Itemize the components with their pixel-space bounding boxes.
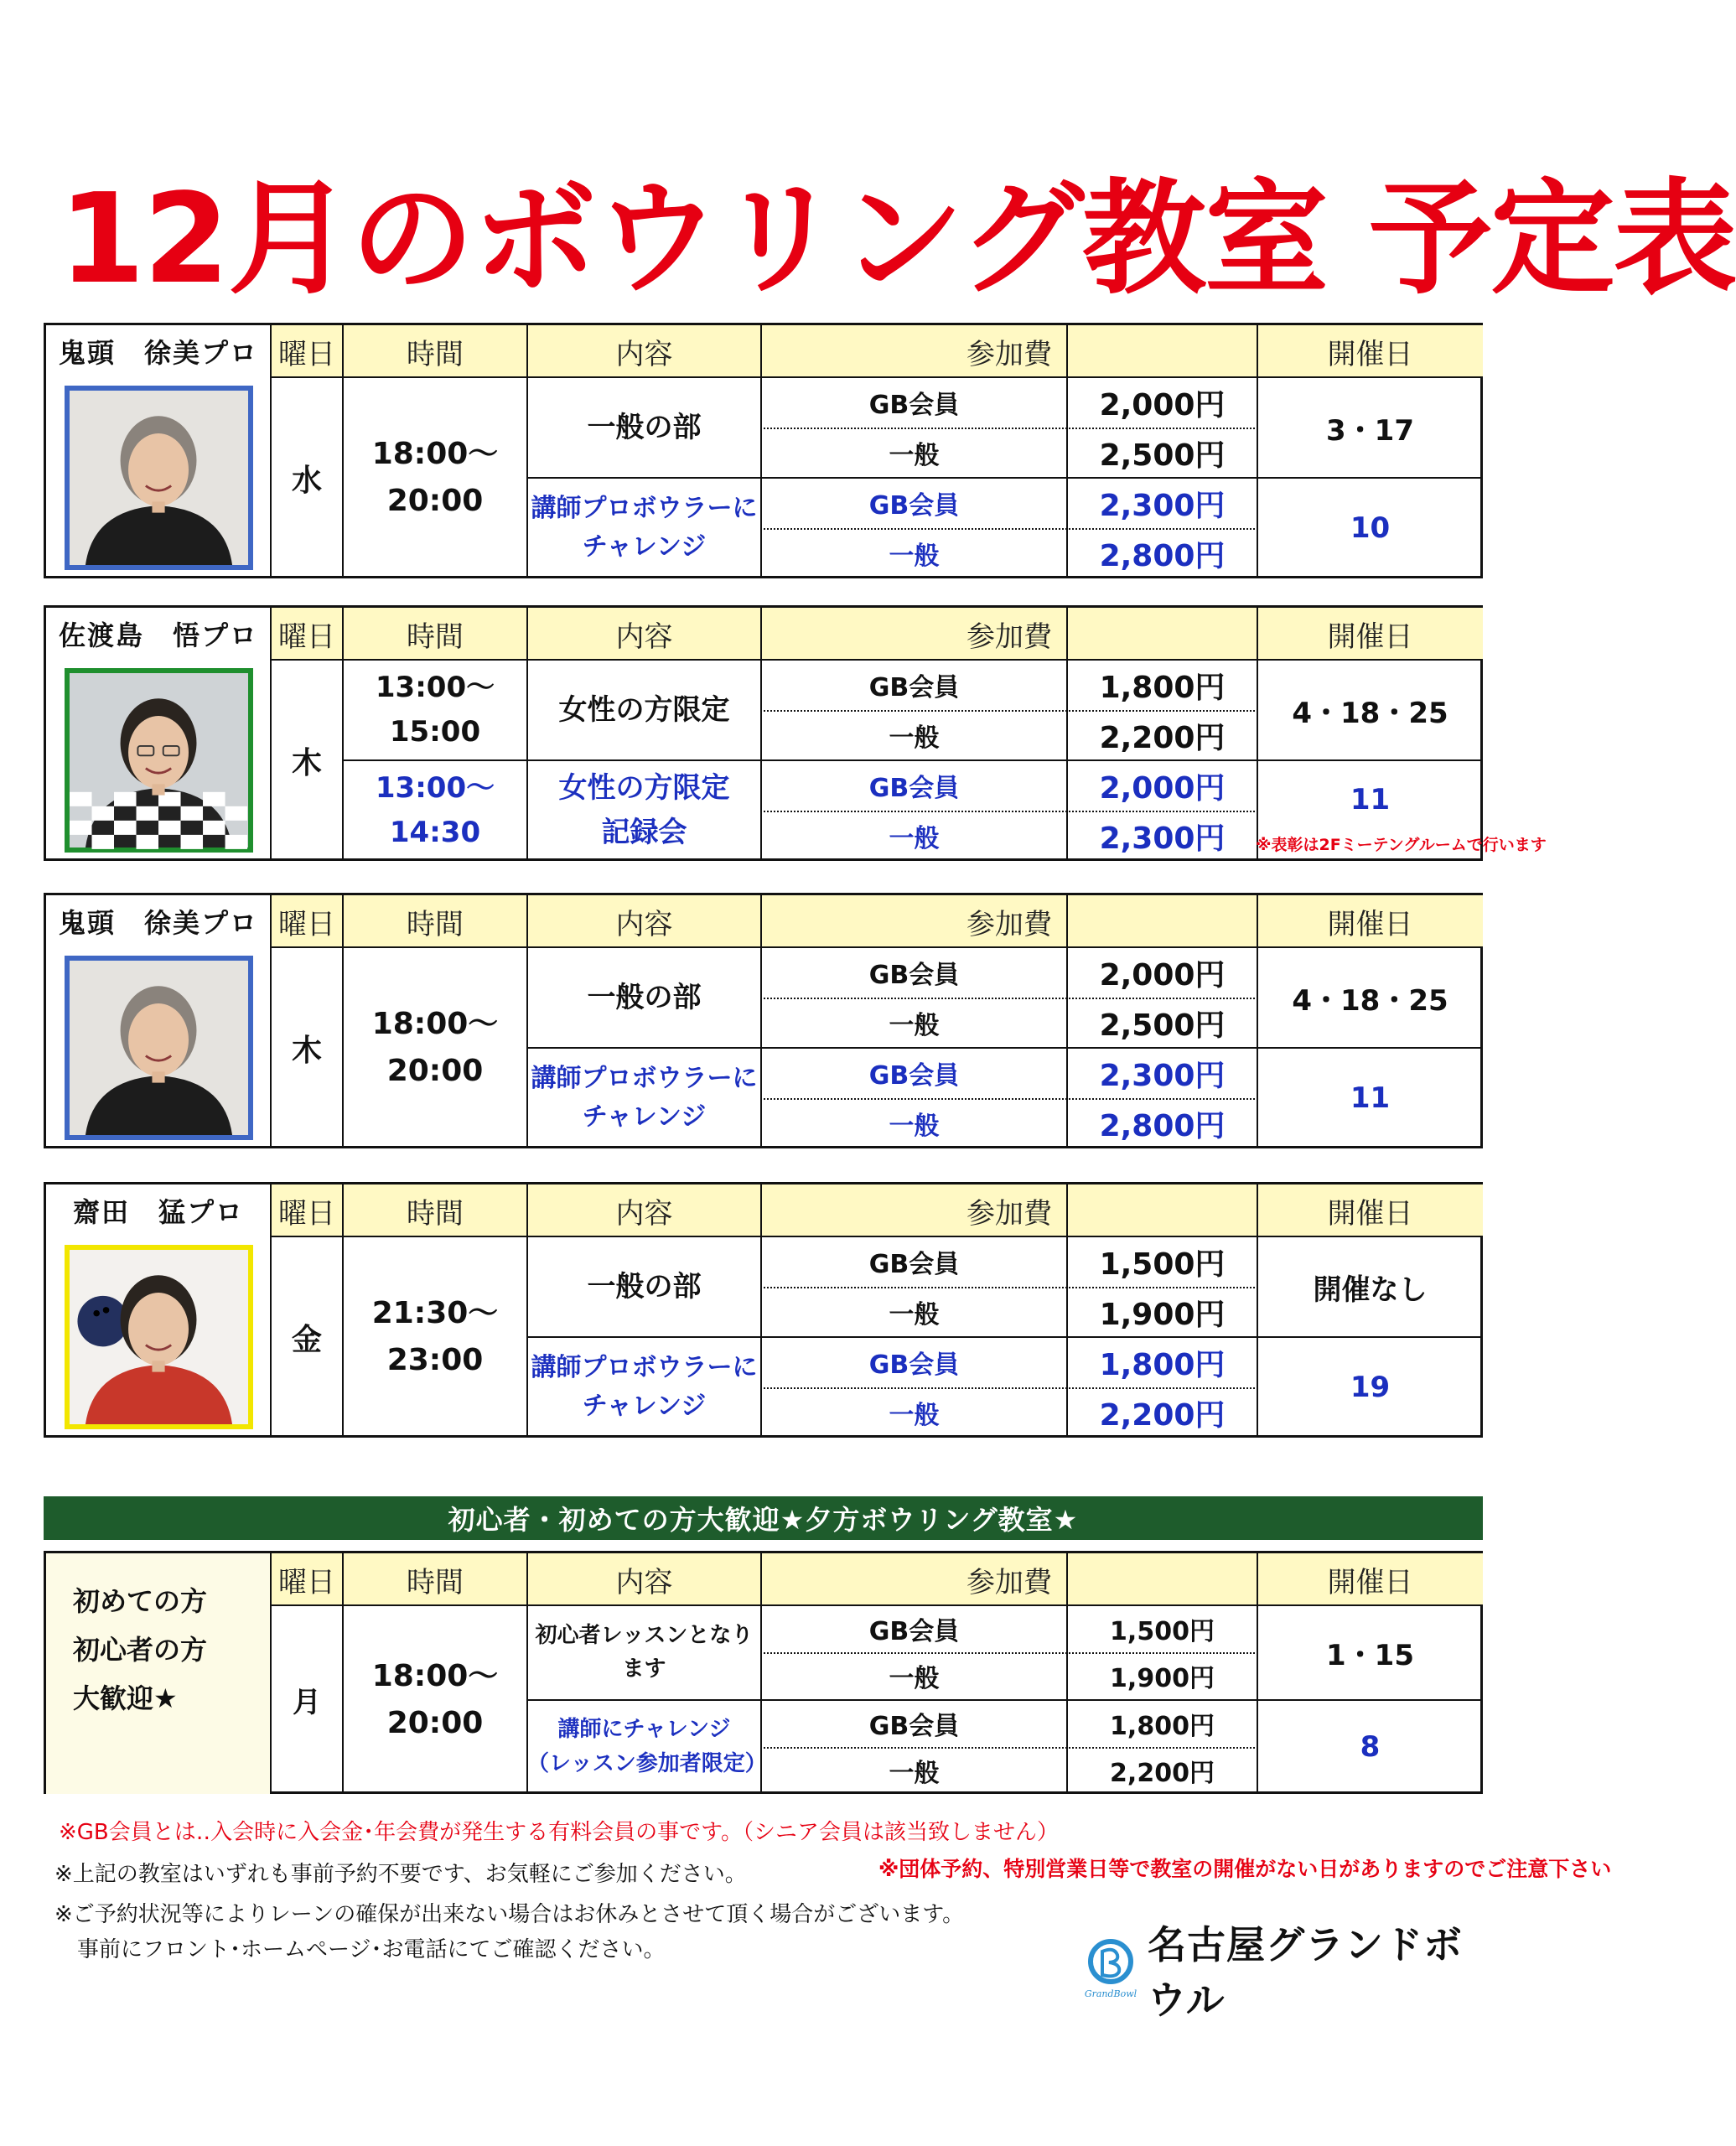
note-lane-availability: ※ご予約状況等によりレーンの確保が出来ない場合はお休みとさせて頂く場合がございます。 bbox=[54, 1902, 965, 1927]
fee-general: 2,800円 bbox=[1099, 538, 1226, 573]
block4-header-sankahi: 参加費 bbox=[761, 1184, 1257, 1236]
block1-header-jikan: 時間 bbox=[343, 325, 527, 377]
session-time: 18:00～ 20:00 bbox=[371, 1658, 499, 1740]
fee-member: 1,800円 bbox=[1110, 1711, 1215, 1741]
fee-label-general: 一般 bbox=[889, 1112, 940, 1141]
fee-label-member: GB会員 bbox=[868, 774, 960, 803]
day-of-week: 金 bbox=[291, 1322, 322, 1357]
session-time: 13:00～ 15:00 bbox=[375, 671, 495, 749]
fee-label-member: GB会員 bbox=[868, 1061, 960, 1091]
session-dates: 11 bbox=[1350, 783, 1391, 816]
logo bbox=[1084, 1922, 1484, 2023]
instructor-photo bbox=[65, 386, 253, 570]
session-dates: 4・18・25 bbox=[1292, 983, 1448, 1018]
beginner-header-kaisaibi: 開催日 bbox=[1257, 1553, 1483, 1605]
session-content: 一般の部 bbox=[587, 980, 702, 1014]
session-content: 講師プロボウラーに チャレンジ bbox=[531, 1063, 758, 1132]
note-gb-member: ※GB会員とは‥入会時に入会金･年会費が発生する有料会員の事です。（シニア会員は該当致しません） bbox=[59, 1820, 1060, 1845]
fee-general: 2,500円 bbox=[1099, 438, 1226, 473]
fee-label-member: GB会員 bbox=[868, 1250, 960, 1279]
grand-bowl-logo-icon bbox=[1086, 1936, 1136, 2003]
beginner-header-sankahi: 参加費 bbox=[761, 1553, 1257, 1605]
day-of-week: 木 bbox=[291, 745, 322, 780]
session-content: 女性の方限定 記録会 bbox=[558, 771, 730, 849]
session-content: 一般の部 bbox=[587, 1269, 702, 1304]
instructor-photo bbox=[65, 668, 253, 853]
fee-member: 2,000円 bbox=[1099, 387, 1226, 422]
session-dates: 19 bbox=[1350, 1371, 1391, 1404]
logo-brand-name: 名古屋グランドボウル bbox=[1148, 1922, 1463, 2023]
beginner-header-jikan: 時間 bbox=[343, 1553, 527, 1605]
fee-general: 2,500円 bbox=[1099, 1008, 1226, 1043]
logo-subtitle: GrandBowl bbox=[1084, 1988, 1137, 1999]
fee-general: 2,300円 bbox=[1099, 821, 1226, 856]
note-no-reservation: ※上記の教室はいずれも事前予約不要です、お気軽にご参加ください。 bbox=[54, 1862, 747, 1887]
fee-label-member: GB会員 bbox=[868, 1350, 960, 1380]
session-content: 講師プロボウラーに チャレンジ bbox=[531, 493, 758, 562]
instructor-name: 佐渡島 悟プロ bbox=[58, 619, 258, 651]
block1-header-youbi: 曜日 bbox=[271, 325, 343, 377]
fee-label-member: GB会員 bbox=[868, 391, 960, 420]
block4-header-naiyou: 内容 bbox=[527, 1184, 761, 1236]
fee-label-general: 一般 bbox=[889, 1401, 940, 1430]
beginner-header-youbi: 曜日 bbox=[271, 1553, 343, 1605]
fee-general: 2,200円 bbox=[1110, 1758, 1215, 1788]
fee-label-general: 一般 bbox=[889, 542, 940, 571]
fee-member: 2,300円 bbox=[1099, 1058, 1226, 1093]
schedule-table-3 bbox=[44, 893, 1483, 1148]
session-dates: 8 bbox=[1360, 1729, 1381, 1764]
instructor-photo bbox=[65, 956, 253, 1140]
fee-member: 1,800円 bbox=[1099, 1347, 1226, 1382]
session-content: 一般の部 bbox=[587, 410, 702, 444]
session-content: 女性の方限定 bbox=[558, 692, 730, 727]
session-dates: 開催なし bbox=[1313, 1273, 1428, 1307]
fee-label-general: 一般 bbox=[889, 723, 940, 753]
fee-label-member: GB会員 bbox=[868, 1711, 960, 1741]
fee-member: 2,300円 bbox=[1099, 488, 1226, 523]
session-dates: 11 bbox=[1350, 1081, 1391, 1115]
session-content: 初心者レッスンとなります bbox=[535, 1622, 754, 1682]
block3-header-sankahi: 参加費 bbox=[761, 895, 1257, 947]
fee-general: 1,900円 bbox=[1099, 1297, 1226, 1332]
session-note: ※表彰は2Fミーテングルームで行います bbox=[1256, 836, 1547, 854]
session-time: 18:00～ 20:00 bbox=[371, 437, 499, 518]
block2-header-sankahi: 参加費 bbox=[761, 608, 1257, 660]
instructor-name: 鬼頭 徐美プロ bbox=[58, 337, 258, 369]
fee-general: 2,800円 bbox=[1099, 1108, 1226, 1143]
session-dates: 3・17 bbox=[1326, 413, 1414, 448]
fee-general: 2,200円 bbox=[1099, 1397, 1226, 1433]
block2-header-naiyou: 内容 bbox=[527, 608, 761, 660]
session-time: 13:00～ 14:30 bbox=[375, 771, 495, 849]
schedule-table-1 bbox=[44, 323, 1483, 578]
fee-general: 2,200円 bbox=[1099, 720, 1226, 755]
fee-member: 2,000円 bbox=[1099, 770, 1226, 806]
session-time: 21:30～ 23:00 bbox=[371, 1296, 499, 1377]
fee-label-general: 一般 bbox=[889, 1300, 940, 1330]
block3-header-naiyou: 内容 bbox=[527, 895, 761, 947]
fee-label-member: GB会員 bbox=[868, 491, 960, 521]
block4-header-jikan: 時間 bbox=[343, 1184, 527, 1236]
fee-general: 1,900円 bbox=[1110, 1664, 1215, 1694]
block3-header-youbi: 曜日 bbox=[271, 895, 343, 947]
session-content: 講師プロボウラーに チャレンジ bbox=[531, 1352, 758, 1421]
block4-header-kaisaibi: 開催日 bbox=[1257, 1184, 1483, 1236]
day-of-week: 水 bbox=[291, 463, 322, 498]
instructor-name: 鬼頭 徐美プロ bbox=[58, 907, 258, 939]
session-dates: 4・18・25 bbox=[1292, 696, 1448, 730]
block2-header-jikan: 時間 bbox=[343, 608, 527, 660]
day-of-week: 月 bbox=[293, 1686, 321, 1719]
block4-header-youbi: 曜日 bbox=[271, 1184, 343, 1236]
note-group-booking: ※団体予約、特別営業日等で教室の開催がない日がありますのでご注意下さい bbox=[878, 1857, 1612, 1881]
fee-label-member: GB会員 bbox=[868, 961, 960, 990]
day-of-week: 木 bbox=[291, 1033, 322, 1068]
note-confirm: 事前にフロント･ホームページ･お電話にてご確認ください。 bbox=[77, 1937, 666, 1962]
schedule-table-2 bbox=[44, 605, 1547, 861]
fee-label-general: 一般 bbox=[889, 824, 940, 853]
fee-member: 1,500円 bbox=[1099, 1247, 1226, 1282]
block1-header-naiyou: 内容 bbox=[527, 325, 761, 377]
block3-header-kaisaibi: 開催日 bbox=[1257, 895, 1483, 947]
fee-label-general: 一般 bbox=[889, 1758, 940, 1788]
beginner-banner: 初心者・初めての方大歓迎★夕方ボウリング教室★ bbox=[44, 1496, 1483, 1540]
fee-label-general: 一般 bbox=[889, 1664, 940, 1694]
instructor-name: 齋田 猛プロ bbox=[72, 1196, 244, 1228]
session-content: 講師にチャレンジ （レッスン参加者限定） bbox=[527, 1717, 767, 1776]
fee-label-member: GB会員 bbox=[868, 1617, 960, 1647]
fee-member: 2,000円 bbox=[1099, 957, 1226, 993]
block3-header-jikan: 時間 bbox=[343, 895, 527, 947]
fee-label-member: GB会員 bbox=[868, 673, 960, 702]
block1-header-sankahi: 参加費 bbox=[761, 325, 1257, 377]
fee-label-general: 一般 bbox=[889, 441, 940, 470]
session-dates: 10 bbox=[1350, 511, 1391, 545]
fee-label-general: 一般 bbox=[889, 1011, 940, 1040]
beginner-header-naiyou: 内容 bbox=[527, 1553, 761, 1605]
block1-header-kaisaibi: 開催日 bbox=[1257, 325, 1483, 377]
fee-member: 1,800円 bbox=[1099, 670, 1226, 705]
block2-header-youbi: 曜日 bbox=[271, 608, 343, 660]
fee-member: 1,500円 bbox=[1110, 1617, 1215, 1647]
beginner-schedule-table bbox=[44, 1551, 1483, 1794]
session-dates: 1・15 bbox=[1326, 1638, 1414, 1672]
beginner-welcome-text: 初めての方 初心者の方 大歓迎★ bbox=[73, 1585, 208, 1714]
page-title: 12月のボウリング教室 予定表 bbox=[59, 167, 1736, 311]
schedule-table-4 bbox=[44, 1182, 1483, 1438]
instructor-photo bbox=[65, 1245, 253, 1429]
block2-header-kaisaibi: 開催日 bbox=[1257, 608, 1483, 660]
session-time: 18:00～ 20:00 bbox=[371, 1007, 499, 1088]
